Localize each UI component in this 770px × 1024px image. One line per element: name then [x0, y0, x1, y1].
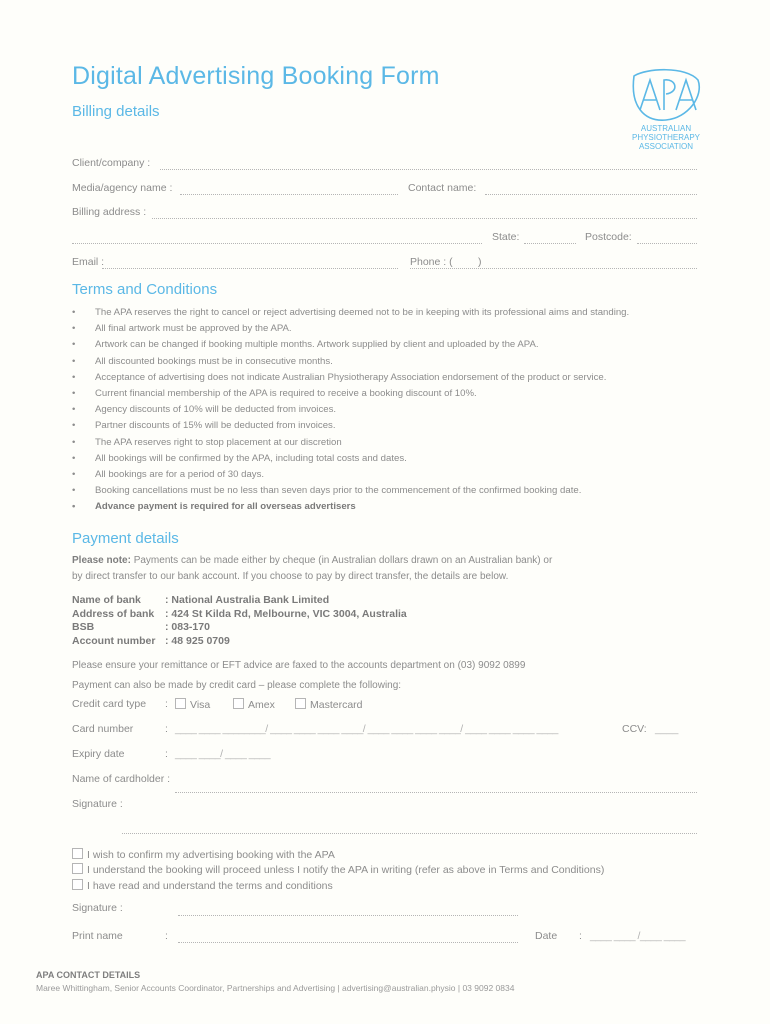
amex-label: Amex [248, 699, 275, 711]
logo-text-line-1: AUSTRALIAN [640, 124, 692, 133]
billing-address-label: Billing address : [72, 206, 147, 218]
terms-item: • All bookings will be confirmed by the APA, including total costs and dates. [72, 451, 712, 467]
apa-logo [626, 66, 706, 156]
page-title: Digital Advertising Booking Form [72, 62, 440, 90]
expiry-field[interactable]: ____ ____/ ____ ____ [175, 748, 271, 760]
footer-heading: APA CONTACT DETAILS [36, 970, 141, 980]
expiry-label: Expiry date [72, 748, 125, 760]
ccv-field[interactable]: ____ [655, 723, 679, 735]
confirm-item-booking[interactable] [72, 848, 335, 861]
bsb-value: : 083-170 [165, 621, 210, 633]
state-label: State: [492, 231, 520, 243]
date-field[interactable]: ____ ____ /____ ____ [590, 930, 686, 942]
card-type-label: Credit card type [72, 698, 147, 710]
terms-item: • Current financial membership of the APA is required to receive a booking discount of 10%. [72, 386, 712, 402]
mastercard-checkbox[interactable] [295, 698, 306, 709]
apa-monogram-icon [626, 66, 706, 124]
confirm-text: I wish to confirm my advertising booking with the APA [87, 849, 335, 861]
amex-option[interactable] [233, 698, 275, 711]
section-heading-billing: Billing details [72, 103, 160, 120]
confirm-item-proceed[interactable] [72, 863, 604, 876]
terms-item: • Partner discounts of 15% will be deducted from invoices. [72, 418, 712, 434]
media-agency-field[interactable] [180, 194, 398, 195]
card-type-colon: : [165, 698, 168, 710]
amex-checkbox[interactable] [233, 698, 244, 709]
bank-details [72, 594, 407, 648]
email-label: Email : [72, 256, 105, 268]
card-signature-field[interactable] [122, 833, 697, 834]
client-company-field[interactable] [160, 169, 697, 170]
footer-contact: Maree Whittingham, Senior Accounts Coordinator, Partnerships and Advertising | advertising@australian.physio | 03 9092 0834 [36, 983, 515, 993]
logo-text-line-3: ASSOCIATION [638, 142, 694, 151]
visa-label: Visa [190, 699, 211, 711]
terms-list [72, 305, 712, 516]
date-colon: : [579, 930, 582, 942]
phone-label: Phone : ( [410, 256, 453, 268]
mastercard-label: Mastercard [310, 699, 363, 711]
confirm-text: I understand the booking will proceed unless I notify the APA in writing (refer as above in Terms and Conditions) [87, 864, 605, 876]
final-signature-field[interactable] [178, 915, 518, 916]
terms-item: • The APA reserves right to stop placement at our discretion [72, 435, 712, 451]
terms-item-overseas: • Advance payment is required for all overseas advertisers [72, 499, 712, 515]
print-name-field[interactable] [178, 942, 518, 943]
remittance-note: Please ensure your remittance or EFT advice are faxed to the accounts department on (03) 9092 0899 [72, 660, 526, 671]
payment-note-text: Payments can be made either by cheque (in Australian dollars drawn on an Australian bank) or [133, 555, 553, 566]
client-company-label: Client/company : [72, 157, 151, 169]
cardholder-field[interactable] [175, 792, 697, 793]
bank-address-value: : 424 St Kilda Rd, Melbourne, VIC 3004, Australia [165, 607, 407, 620]
confirm-item-terms[interactable] [72, 879, 333, 892]
postcode-label: Postcode: [585, 231, 632, 243]
terms-item: • All final artwork must be approved by the APA. [72, 321, 712, 337]
print-name-label: Print name [72, 930, 123, 942]
billing-address-field-1[interactable] [152, 218, 697, 219]
email-field[interactable] [102, 268, 398, 269]
confirm-checkbox[interactable] [72, 863, 83, 874]
bsb-key: BSB [72, 621, 95, 633]
final-signature-label: Signature : [72, 902, 123, 914]
contact-name-label: Contact name: [408, 182, 477, 194]
logo-text-line-2: PHYSIOTHERAPY [631, 133, 700, 142]
state-field[interactable] [524, 243, 576, 244]
confirm-checkbox[interactable] [72, 879, 83, 890]
phone-field[interactable] [410, 268, 697, 269]
print-name-colon: : [165, 930, 168, 942]
bank-address-key: Address of bank [72, 607, 155, 620]
terms-item: • Booking cancellations must be no less than seven days prior to the commencement of the confirmed booking date. [72, 483, 712, 499]
terms-item: • Agency discounts of 10% will be deducted from invoices. [72, 402, 712, 418]
account-number-value: : 48 925 0709 [165, 634, 230, 647]
confirm-checkbox[interactable] [72, 848, 83, 859]
credit-card-intro: Payment can also be made by credit card – please complete the following: [72, 680, 402, 691]
bank-name-value: : National Australia Bank Limited [165, 594, 330, 606]
mastercard-option[interactable] [295, 698, 363, 711]
visa-option[interactable] [175, 698, 210, 711]
section-heading-terms: Terms and Conditions [72, 281, 218, 298]
postcode-field[interactable] [637, 243, 697, 244]
visa-checkbox[interactable] [175, 698, 186, 709]
billing-address-field-2[interactable] [72, 243, 482, 244]
confirm-text: I have read and understand the terms and conditions [87, 880, 333, 892]
phone-paren-close: ) [478, 256, 482, 268]
terms-item: • The APA reserves the right to cancel or reject advertising deemed not to be in keeping with its professional aims and standing. [72, 305, 712, 321]
terms-item: • Acceptance of advertising does not indicate Australian Physiotherapy Association endorsement of the product or service. [72, 370, 712, 386]
section-heading-payment: Payment details [72, 530, 179, 547]
media-agency-label: Media/agency name : [72, 182, 173, 194]
card-number-colon: : [165, 723, 168, 735]
card-number-label: Card number [72, 723, 134, 735]
card-number-field[interactable]: ____ ____ ________/ ____ ____ ____ ____/ ____ ____ ____ ____/ ____ ____ ____ ____ [175, 723, 558, 735]
ccv-label: CCV: [622, 723, 647, 735]
terms-item: • Artwork can be changed if booking multiple months. Artwork supplied by client and uploaded by the APA. [72, 337, 712, 353]
date-label: Date [535, 930, 558, 942]
terms-item: • All discounted bookings must be in consecutive months. [72, 354, 712, 370]
bank-name-key: Name of bank [72, 594, 141, 606]
expiry-colon: : [165, 748, 168, 760]
payment-note-line-1 [72, 553, 552, 569]
contact-name-field[interactable] [485, 194, 697, 195]
terms-item: • All bookings are for a period of 30 days. [72, 467, 712, 483]
payment-note-label: Please note: [72, 555, 131, 566]
cardholder-label: Name of cardholder : [72, 773, 171, 785]
payment-note-line-2: by direct transfer to our bank account. If you choose to pay by direct transfer, the details are below. [72, 571, 509, 582]
account-number-key: Account number [72, 634, 156, 647]
card-signature-label: Signature : [72, 798, 123, 810]
